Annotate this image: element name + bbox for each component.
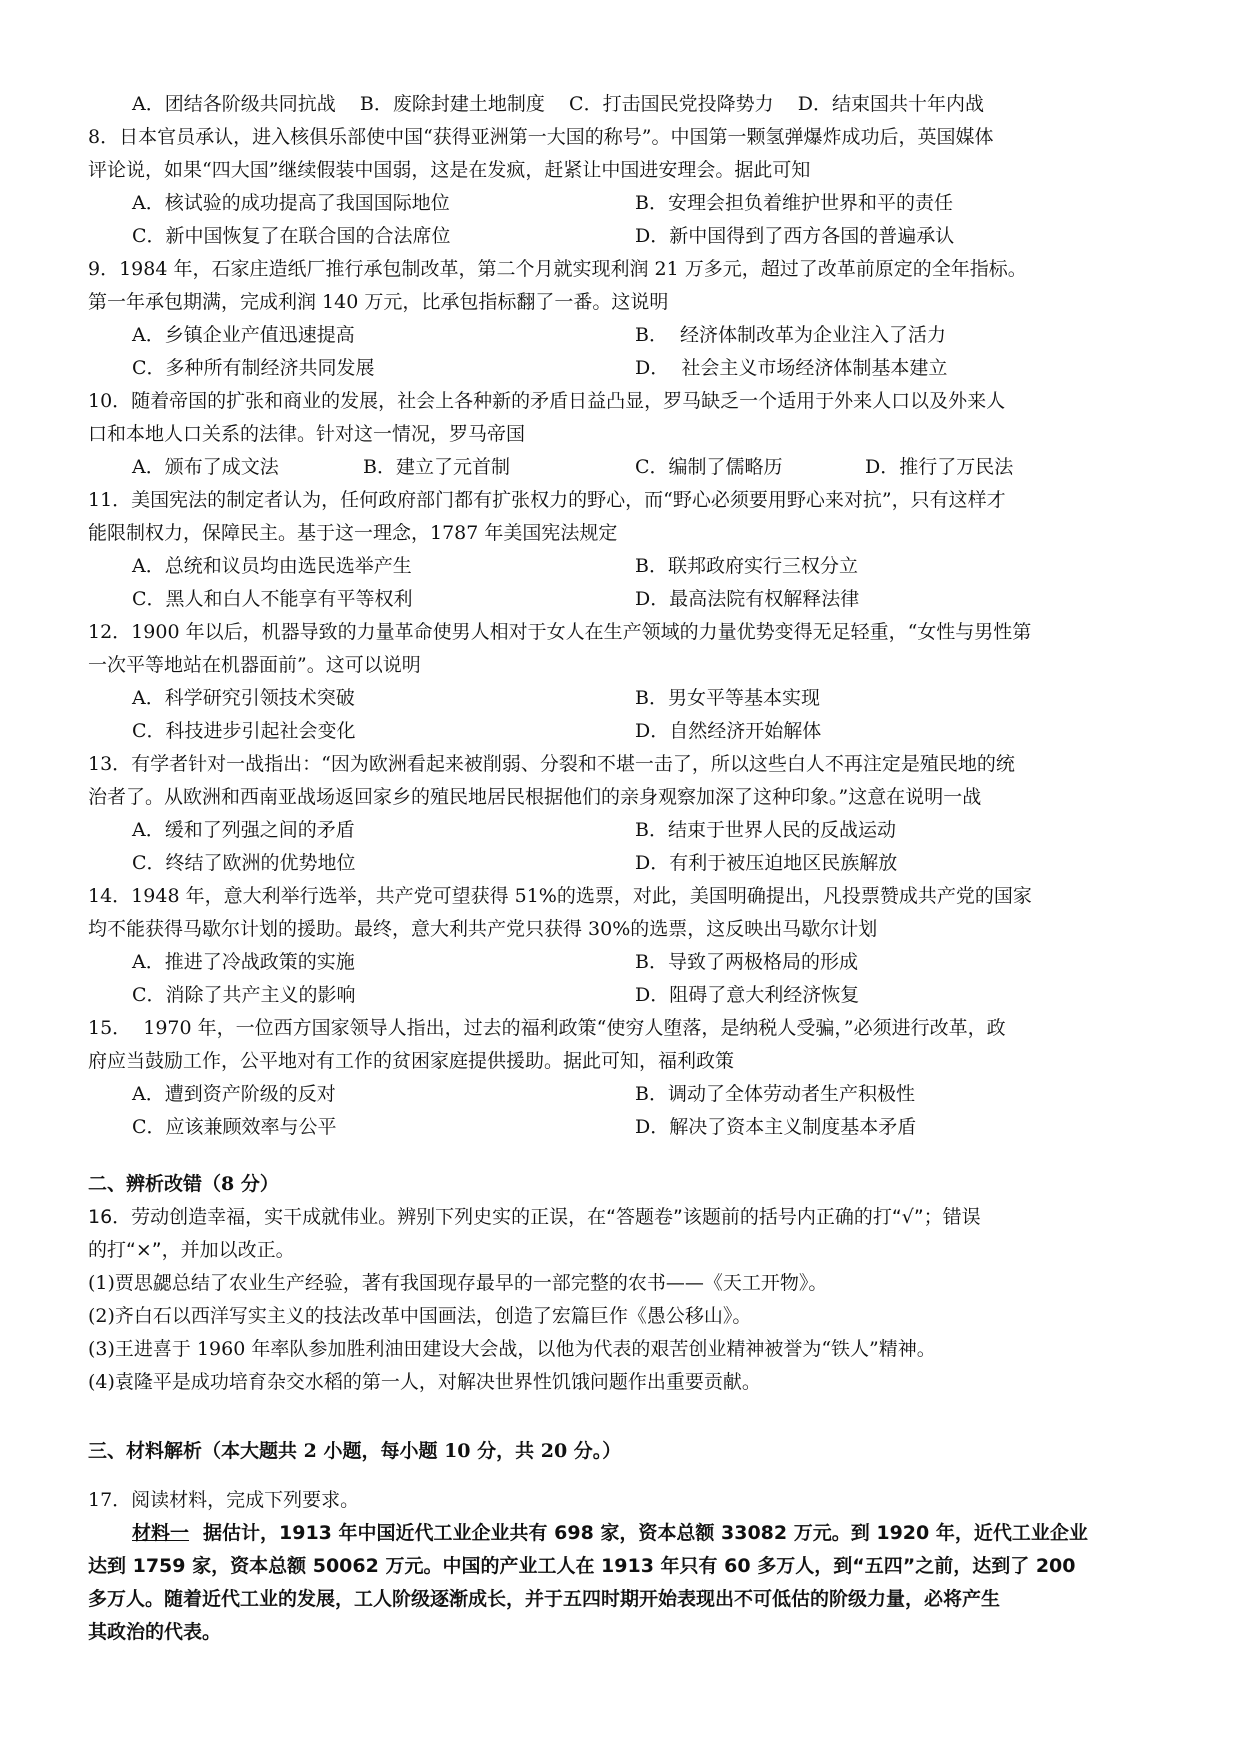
exam-page	[88, 88, 1150, 1649]
q8-option-d: D．新中国得到了西方各国的普遍承认	[635, 225, 955, 247]
material-1-line: 其政治的代表。	[88, 1621, 222, 1643]
q12-stem-line: 一次平等地站在机器面前”。这可以说明	[88, 654, 421, 676]
material-1-line	[88, 1517, 1150, 1550]
question-11	[88, 484, 1150, 616]
q10-option-d: D．推行了万民法	[865, 456, 1014, 478]
q10-option-c: C．编制了儒略历	[635, 456, 783, 478]
spacer	[88, 1468, 1150, 1484]
section-3	[88, 1435, 1150, 1649]
q7-option-d: D．结束国共十年内战	[797, 93, 984, 115]
q12-option-a: A．科学研究引领技术突破	[132, 687, 355, 709]
q11-option-c: C．黑人和白人不能享有平等权利	[132, 588, 413, 610]
q14-stem-line: 均不能获得马歇尔计划的援助。最终，意大利共产党只获得 30%的选票，这反映出马歇尔计划	[88, 918, 878, 940]
q10-option-a: A．颁布了成文法	[132, 456, 279, 478]
q12-options-row	[88, 715, 1150, 748]
q14-options-row	[88, 946, 1150, 979]
q15-option-d: D．解决了资本主义制度基本矛盾	[635, 1116, 917, 1138]
q10-stem-line: 口和本地人口关系的法律。针对这一情况，罗马帝国	[88, 423, 526, 445]
q10-options-row	[88, 451, 1150, 484]
question-14	[88, 880, 1150, 1012]
question-13	[88, 748, 1150, 880]
question-9	[88, 253, 1150, 385]
q7-option-a: A．团结各阶级共同抗战	[132, 93, 336, 115]
q11-option-b: B．联邦政府实行三权分立	[635, 555, 858, 577]
material-1-line: 达到 1759 家，资本总额 50062 万元。中国的产业工人在 1913 年只有 60 多万人，到“五四”之前，达到了 200	[88, 1555, 1076, 1577]
q7-option-b: B．废除封建土地制度	[359, 93, 545, 115]
q11-option-a: A．总统和议员均由选民选举产生	[132, 555, 412, 577]
q8-options-row	[88, 220, 1150, 253]
q9-options-row	[88, 352, 1150, 385]
question-15	[88, 1012, 1150, 1144]
q16-item-3: (3)王进喜于 1960 年率队参加胜利油田建设大会战，以他为代表的艰苦创业精神被誉为“铁人”精神。	[88, 1338, 936, 1360]
q15-option-c: C．应该兼顾效率与公平	[132, 1116, 337, 1138]
q12-option-c: C．科技进步引起社会变化	[132, 720, 356, 742]
q15-stem-line: 15． 1970 年，一位西方国家领导人指出，过去的福利政策“使穷人堕落，是纳税人受骗，”必须进行改革，政	[88, 1017, 1006, 1039]
q8-stem-line: 8．日本官员承认，进入核俱乐部使中国“获得亚洲第一大国的称号”。中国第一颗氢弹爆炸成功后，英国媒体	[88, 126, 994, 148]
q13-options-row	[88, 847, 1150, 880]
q9-option-d: D． 社会主义市场经济体制基本建立	[635, 357, 948, 379]
q13-option-b: B．结束于世界人民的反战运动	[635, 819, 896, 841]
q9-stem-line: 9．1984 年，石家庄造纸厂推行承包制改革，第二个月就实现利润 21 万多元，超过了改革前原定的全年指标。	[88, 258, 1027, 280]
q10-option-b: B．建立了元首制	[363, 456, 510, 478]
q15-option-b: B．调动了全体劳动者生产积极性	[635, 1083, 915, 1105]
q14-option-c: C．消除了共产主义的影响	[132, 984, 356, 1006]
q13-stem-line: 13．有学者针对一战指出：“因为欧洲看起来被削弱、分裂和不堪一击了，所以这些白人不再注定是殖民地的统	[88, 753, 1015, 775]
q11-options-row	[88, 550, 1150, 583]
q10-stem-line: 10．随着帝国的扩张和商业的发展，社会上各种新的矛盾日益凸显，罗马缺乏一个适用于外来人口以及外来人	[88, 390, 1006, 412]
q8-options-row	[88, 187, 1150, 220]
q17-stem: 17．阅读材料，完成下列要求。	[88, 1489, 360, 1511]
q16-item-1: (1)贾思勰总结了农业生产经验，著有我国现存最早的一部完整的农书——《天工开物》。	[88, 1272, 828, 1294]
q12-stem-line: 12．1900 年以后，机器导致的力量革命使男人相对于女人在生产领域的力量优势变得无足轻重，“女性与男性第	[88, 621, 1032, 643]
q9-option-c: C．多种所有制经济共同发展	[132, 357, 375, 379]
q11-options-row	[88, 583, 1150, 616]
q11-option-d: D．最高法院有权解释法律	[635, 588, 860, 610]
q9-option-a: A．乡镇企业产值迅速提高	[132, 324, 355, 346]
q12-options-row	[88, 682, 1150, 715]
q13-options-row	[88, 814, 1150, 847]
question-10	[88, 385, 1150, 484]
q14-option-b: B．导致了两极格局的形成	[635, 951, 858, 973]
q12-option-b: B．男女平等基本实现	[635, 687, 820, 709]
q7-option-c: C．打击国民党投降势力	[569, 93, 774, 115]
q12-option-d: D．自然经济开始解体	[635, 720, 822, 742]
material-1-line: 多万人。随着近代工业的发展，工人阶级逐渐成长，并于五四时期开始表现出不可低估的阶级力量，必将产生	[88, 1588, 1001, 1610]
q16-item-2: (2)齐白石以西洋写实主义的技法改革中国画法，创造了宏篇巨作《愚公移山》。	[88, 1305, 752, 1327]
q8-option-a: A．核试验的成功提高了我国国际地位	[132, 192, 450, 214]
q16-item-4: (4)袁隆平是成功培育杂交水稻的第一人，对解决世界性饥饿问题作出重要贡献。	[88, 1371, 761, 1393]
section-3-title: 三、材料解析（本大题共 2 小题，每小题 10 分，共 20 分。）	[88, 1440, 622, 1462]
q13-option-c: C．终结了欧洲的优势地位	[132, 852, 356, 874]
q13-option-a: A．缓和了列强之间的矛盾	[132, 819, 355, 841]
q11-stem-line: 能限制权力，保障民主。基于这一理念，1787 年美国宪法规定	[88, 522, 618, 544]
q16-stem-line: 16．劳动创造幸福，实干成就伟业。辨别下列史实的正误，在“答题卷”该题前的括号内正确的打“√”；错误	[88, 1206, 981, 1228]
material-1-label: 材料一	[132, 1522, 190, 1544]
q15-options-row	[88, 1111, 1150, 1144]
q13-option-d: D．有利于被压迫地区民族解放	[635, 852, 898, 874]
q9-stem-line: 第一年承包期满，完成利润 140 万元，比承包指标翻了一番。这说明	[88, 291, 669, 313]
q11-stem-line: 11．美国宪法的制定者认为，任何政府部门都有扩张权力的野心，而“野心必须要用野心来对抗”，只有这样才	[88, 489, 1006, 511]
q8-option-c: C．新中国恢复了在联合国的合法席位	[132, 225, 451, 247]
q14-options-row	[88, 979, 1150, 1012]
q9-options-row	[88, 319, 1150, 352]
q14-option-a: A．推进了冷战政策的实施	[132, 951, 355, 973]
q15-option-a: A．遭到资产阶级的反对	[132, 1083, 336, 1105]
q15-options-row	[88, 1078, 1150, 1111]
section-2	[88, 1168, 1150, 1399]
q8-stem-line: 评论说，如果“四大国”继续假装中国弱，这是在发疯，赶紧让中国进安理会。据此可知	[88, 159, 811, 181]
question-12	[88, 616, 1150, 748]
q9-option-b: B． 经济体制改革为企业注入了活力	[635, 324, 947, 346]
q15-stem-line: 府应当鼓励工作，公平地对有工作的贫困家庭提供援助。据此可知，福利政策	[88, 1050, 735, 1072]
q14-stem-line: 14．1948 年，意大利举行选举，共产党可望获得 51%的选票，对此，美国明确提出，凡投票赞成共产党的国家	[88, 885, 1032, 907]
material-1-text: 据估计，1913 年中国近代工业企业共有 698 家，资本总额 33082 万元。到 1920 年，近代工业企业	[203, 1522, 1088, 1544]
q7-options	[88, 88, 1150, 121]
question-8	[88, 121, 1150, 253]
q14-option-d: D．阻碍了意大利经济恢复	[635, 984, 860, 1006]
q8-option-b: B．安理会担负着维护世界和平的责任	[635, 192, 953, 214]
section-2-title: 二、辨析改错（8 分）	[88, 1173, 279, 1195]
q13-stem-line: 治者了。从欧洲和西南亚战场返回家乡的殖民地居民根据他们的亲身观察加深了这种印象。”这意在说明一战	[88, 786, 982, 808]
q16-stem-line: 的打“×”，并加以改正。	[88, 1239, 295, 1261]
